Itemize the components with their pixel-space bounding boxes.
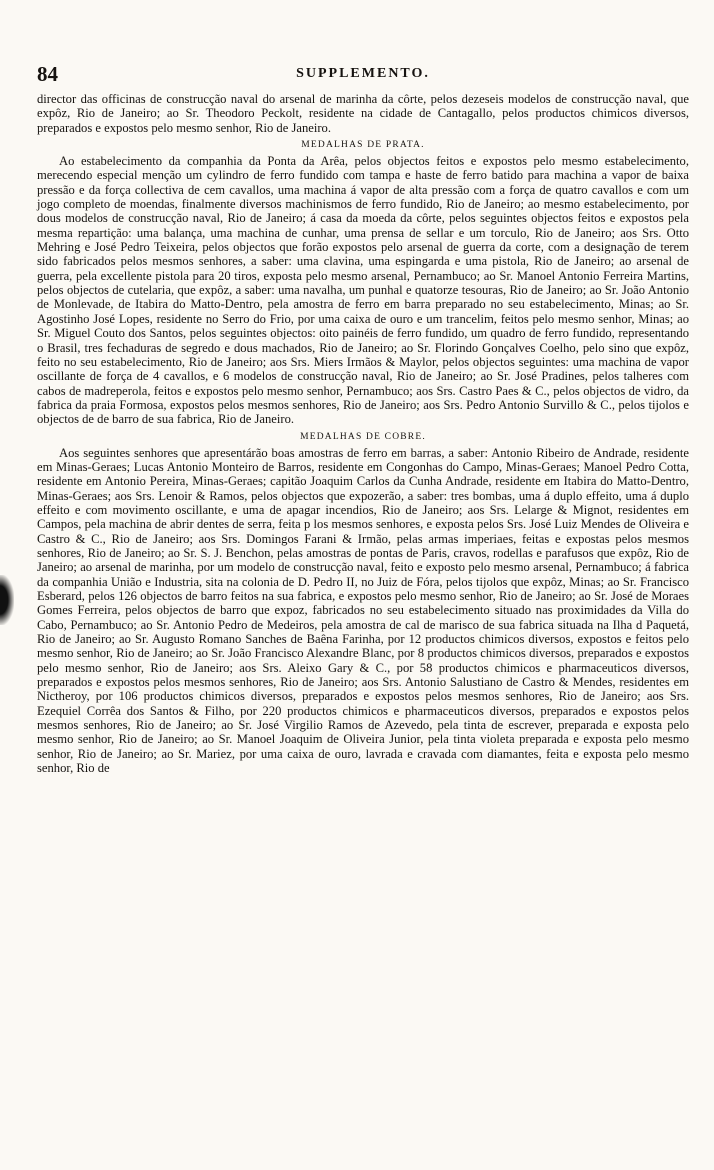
section-heading-silver-medals: MEDALHAS DE PRATA. bbox=[301, 140, 425, 151]
running-title: SUPPLEMENTO. bbox=[296, 66, 430, 81]
section-heading-copper-medals: MEDALHAS DE COBRE. bbox=[300, 431, 426, 442]
copper-medals-paragraph: Aos seguintes senhores que apresentárão boas amostras de ferro em barras, a saber: Antonio Ribeiro de Andrade, residente em Minas-Geraes; Lucas Antonio Monteiro de Barros, residente em Congonhas do Campo, Minas-Geraes; Manoel Pedro Cotta, residente em Antonio Pereira, Minas-Geraes; capitão Joaquim Carlos da Cunha Andrade, residente em Itabira do Matto-Dentro, Minas-Geraes; aos Srs. Lenoir & Ramos, pelos objectos que expozerão, a saber: tres bombas, uma á duplo effeito, uma á duplo effeito e com movimento oscillante, e uma de apagar incendios, Rio de Janeiro; aos Srs. Lelarge & Mignot, residentes em Campos, pela machina de abrir dentes de serra, feita p los mesmos senhores, e exposta pelos Srs. José Luiz Mendes de Oliveira e Castro & C., Rio de Janeiro; aos Srs. Domingos Farani & Irmão, pelas armas imperiaes, feitas e expostas pelos mesmos senhores, Rio de Janeiro; ao Sr. S. J. Benchon, pelas amostras de pontas de Paris, cravos, rodellas e parafusos que expôz, Rio de Janeiro; ao arsenal de marinha, por um modelo de construcção naval, feito e exposto pelo mesmo arsenal, Pernambuco; á fabrica da companhia União e Industria, sita na colonia de D. Pedro II, no Juiz de Fóra, pelos tijolos que expôz, Minas; ao Sr. Francisco Esberard, pelos 126 objectos de barro feitos na sua fabrica, e expostos pelo mesmo senhor, Rio de Janeiro; ao Sr. José de Moraes Gomes Ferreira, pelos objectos de barro que expoz, fabricados no seu estabelecimento situado nas proximidades da Villa do Cabo, Pernambuco; ao Sr. Antonio Pedro de Medeiros, pela amostra de cal de marisco de sua fabrica situada na Ilha d Paquetá, Rio de Janeiro; ao Sr. Augusto Romano Sanches de Baêna Farinha, por 12 productos chimicos diversos, expostos e feitos pelo mesmo senhor, Rio de Janeiro; ao Sr. João Francisco Alexandre Blanc, por 8 productos chimicos diversos, preparados e expostos pelo mesmo senhor, Rio de Janeiro; aos Srs. Aleixo Gary & C., por 58 productos chimicos e pharmaceuticos diversos, preparados e expostos pelos mesmos senhores, Rio de Janeiro; aos Srs. Antonio Salustiano de Castro & Mendes, residentes em Nictheroy, por 106 productos chimicos diversos, preparados e expostos pelos mesmos senhores, Rio de Janeiro; aos Srs. Ezequiel Corrêa dos Santos & Filho, por 220 productos chimicos e pharmaceuticos diversos, preparados e expostos pelos mesmos senhores, Rio de Janeiro; ao Sr. José Virgilio Ramos de Azevedo, pela tinta de escrever, preparada e exposta pelo mesmo senhor, Rio de Janeiro; ao Sr. Manoel Joaquim de Oliveira Junior, pela tinta violeta preparada e exposta pelo mesmo senhor, Rio de Janeiro; ao Sr. Mariez, por uma caixa de ouro, lavrada e cravada com diamantes, feita e exposta pelo mesmo senhor, Rio de bbox=[37, 445, 689, 776]
binding-shadow bbox=[0, 575, 14, 625]
page-number: 84 bbox=[37, 62, 58, 86]
opening-paragraph: director das officinas de construcção naval do arsenal de marinha da côrte, pelos dezeseis modelos de construcção naval, que expôz, Rio de Janeiro; ao Sr. Theodoro Peckolt, residente na cidade de Cantagallo, pelos productos chimicos diversos, preparados e expostos pelo mesmo senhor, Rio de Janeiro. bbox=[37, 92, 689, 135]
page-header bbox=[37, 62, 689, 92]
silver-medals-paragraph: Ao estabelecimento da companhia da Ponta da Arêa, pelos objectos feitos e expostos pelo mesmo estabelecimento, merecendo especial menção um cylindro de ferro fundido com tampa e haste de ferro batido para machina a vapor de baixa pressão e da força collectiva de cem cavallos, uma machina á vapor de alta pressão com a força de quatro cavallos e com um jogo completo de moendas, finalmente diversos machinismos de ferro fundido, Rio de Janeiro; ao mesmo estabelecimento, por dous modelos de construcção naval, Rio de Janeiro; á casa da moeda da côrte, pelos seguintes objectos feitos e expostos pela mesma repartição: uma balança, uma machina de cunhar, uma prensa de sellar e um torculo, Rio de Janeiro; aos Srs. Otto Mehring e José Pedro Teixeira, pelos objectos que forão expostos pelo arsenal de guerra da corte, com a designação de terem sido fabricados pelos mesmos senhores, a saber: uma clavina, uma espingarda e uma pistola, Rio de Janeiro; ao arsenal de guerra, pela excellente pistola para 20 tiros, exposta pelo mesmo arsenal, Pernambuco; ao Sr. Manoel Antonio Ferreira Martins, pelos objectos de cutelaria, que expôz, a saber: uma navalha, um punhal e quatorze tesouras, Rio de Janeiro; ao Sr. João Antonio de Monlevade, de Itabira do Matto-Dentro, pela amostra de ferro em barra preparado no seu estabelecimento, Minas; ao Sr. Agostinho José Lopes, residente no Serro do Frio, por uma caixa de ouro e um trancelim, feitos pelo mesmo senhor, Minas; ao Sr. Miguel Couto dos Santos, pelos seguintes objectos: oito painéis de ferro fundido, um quadro de ferro fundido, representando o Brasil, tres fechaduras de segredo e dous machados, Rio de Janeiro; ao Sr. Florindo Gonçalves Coelho, pelo sino que expôz, feito no seu estabelecimento, Rio de Janeiro; aos Srs. Miers Irmãos & Maylor, pelos objectos seguintes: uma machina de vapor oscillante de força de 4 cavallos, e 6 modelos de construcção naval, Rio de Janeiro; ao Sr. José Pradines, pelos talheres com cabos de madreperola, feitos e expostos pelo mesmo senhor, Pernambuco; aos Srs. Castro Paes & C., pelos objectos de vidro, da fabrica da praia Formosa, expostos pelos mesmos senhores, Rio de Janeiro; aos Srs. Pedro Antonio Survillo & C., pelos tijolos e objectos de de barro de sua fabrica, Rio de Janeiro. bbox=[37, 154, 689, 427]
book-page bbox=[37, 62, 689, 775]
